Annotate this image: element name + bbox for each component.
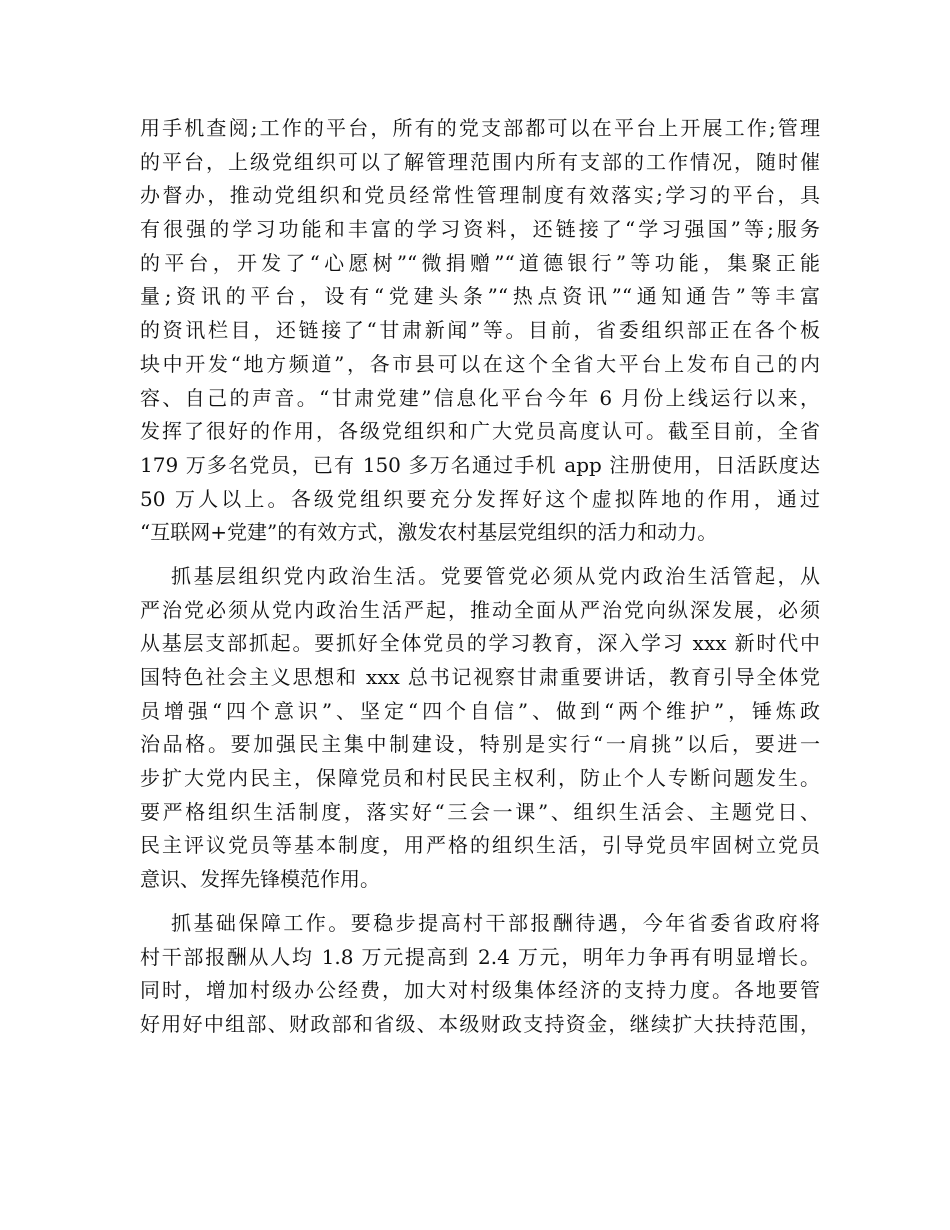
text-line: 的平台，开发了“心愿树”“微捐赠”“道德银行”等功能，集聚正能	[140, 250, 820, 275]
text-line: 要严格组织生活制度，落实好“三会一课”、组织生活会、主题党日、	[140, 799, 820, 824]
text-line: 村干部报酬从人均 1.8 万元提高到 2.4 万元，明年力争再有明显增长。	[140, 944, 820, 969]
text-line: 179 万多名党员，已有 150 多万名通过手机 app 注册使用，日活跃度达	[140, 452, 820, 477]
text-line: 严治党必须从党内政治生活严起，推动全面从严治党向纵深发展，必须	[140, 597, 820, 622]
text-line: 治品格。要加强民主集中制建设，特别是实行“一肩挑”以后，要进一	[140, 732, 820, 757]
text-line: 意识、发挥先锋模范作用。	[140, 867, 380, 892]
text-line: 的平台，上级党组织可以了解管理范围内所有支部的工作情况，随时催	[140, 149, 820, 174]
document-body	[140, 112, 820, 1042]
text-line: 抓基础保障工作。要稳步提高村干部报酬待遇，今年省委省政府将	[171, 910, 820, 935]
text-line: 国特色社会主义思想和 xxx 总书记视察甘肃重要讲话，教育引导全体党	[140, 665, 820, 689]
paragraph	[140, 560, 820, 897]
text-line: 量;资讯的平台，设有“党建头条”“热点资讯”“通知通告”等丰富	[140, 284, 820, 309]
text-line: 抓基层组织党内政治生活。党要管党必须从党内政治生活管起，从	[171, 563, 820, 588]
text-line: 步扩大党内民主，保障党员和村民民主权利，防止个人专断问题发生。	[140, 766, 820, 791]
text-line: 发挥了很好的作用，各级党组织和广大党员高度认可。截至目前，全省	[140, 419, 820, 444]
paragraph-gap	[140, 897, 820, 907]
text-line: 从基层支部抓起。要抓好全体党员的学习教育，深入学习 xxx 新时代中	[140, 631, 820, 656]
text-line: 容、自己的声音。“甘肃党建”信息化平台今年 6 月份上线运行以来，	[140, 385, 820, 410]
text-line: 同时，增加村级办公经费，加大对村级集体经济的支持力度。各地要管	[140, 978, 820, 1003]
text-line: “互联网+党建”的有效方式，激发农村基层党组织的活力和动力。	[140, 520, 718, 545]
text-line: 块中开发“地方频道”，各市县可以在这个全省大平台上发布自己的内	[140, 351, 820, 376]
text-line: 用手机查阅;工作的平台，所有的党支部都可以在平台上开展工作;管理	[140, 116, 820, 140]
text-line: 有很强的学习功能和丰富的学习资料，还链接了“学习强国”等;服务	[140, 217, 820, 242]
text-line: 好用好中组部、财政部和省级、本级财政支持资金，继续扩大扶持范围，	[140, 1011, 820, 1036]
text-line: 办督办，推动党组织和党员经常性管理制度有效落实;学习的平台，具	[140, 183, 820, 208]
paragraph-gap	[140, 550, 820, 560]
paragraph	[140, 112, 820, 550]
text-line: 员增强“四个意识”、坚定“四个自信”、做到“两个维护”，锤炼政	[140, 698, 820, 723]
text-line: 50 万人以上。各级党组织要充分发挥好这个虚拟阵地的作用，通过	[140, 486, 820, 511]
text-line: 民主评议党员等基本制度，用严格的组织生活，引导党员牢固树立党员	[140, 833, 820, 858]
text-line: 的资讯栏目，还链接了“甘肃新闻”等。目前，省委组织部正在各个板	[140, 318, 820, 343]
paragraph	[140, 907, 820, 1042]
